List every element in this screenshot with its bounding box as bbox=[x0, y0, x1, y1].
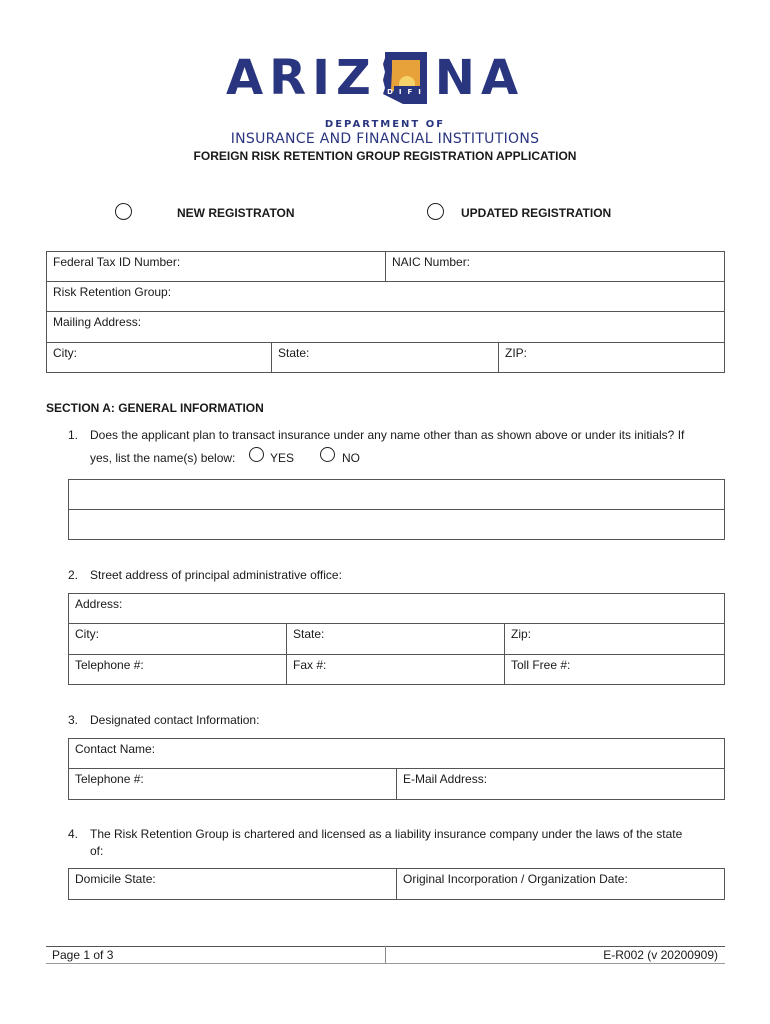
admin-tollfree-field[interactable] bbox=[504, 654, 725, 685]
admin-city-label: City: bbox=[75, 627, 99, 641]
admin-zip-field[interactable] bbox=[504, 623, 725, 655]
admin-state-field[interactable] bbox=[286, 623, 505, 655]
mailing-address-label: Mailing Address: bbox=[53, 315, 142, 329]
incorporation-date-label: Original Incorporation / Organization Date: bbox=[403, 872, 628, 886]
admin-tollfree-label: Toll Free #: bbox=[511, 658, 571, 672]
q2-number: 2. bbox=[68, 568, 79, 582]
form-id: E-R002 (v 20200909) bbox=[603, 948, 718, 962]
naic-number-label: NAIC Number: bbox=[392, 255, 471, 269]
admin-address-label: Address: bbox=[75, 597, 123, 611]
q1-text-line2: yes, list the name(s) below: bbox=[90, 451, 236, 465]
city-label: City: bbox=[53, 346, 77, 360]
risk-retention-group-field[interactable] bbox=[46, 281, 725, 312]
federal-tax-id-label: Federal Tax ID Number: bbox=[53, 255, 181, 269]
q1-yes-label: YES bbox=[270, 451, 295, 465]
zip-label: ZIP: bbox=[505, 346, 528, 360]
other-name-field-2[interactable] bbox=[68, 509, 725, 540]
federal-tax-id-field[interactable] bbox=[46, 251, 386, 282]
arizona-logo bbox=[226, 50, 524, 106]
q1-no-radio[interactable] bbox=[320, 447, 335, 462]
state-field[interactable] bbox=[271, 342, 499, 373]
new-registration-label: NEW REGISTRATON bbox=[177, 206, 295, 220]
q4-text-line1: The Risk Retention Group is chartered and licensed as a liability insurance company under the laws of the state bbox=[90, 827, 683, 841]
q1-text-line1: Does the applicant plan to transact insurance under any name other than as shown above or under its initials? If bbox=[90, 428, 685, 442]
dept-line-2: INSURANCE AND FINANCIAL INSTITUTIONS bbox=[230, 131, 540, 147]
logo-text-right: NA bbox=[434, 50, 525, 106]
page-number: Page 1 of 3 bbox=[52, 948, 114, 962]
q1-number: 1. bbox=[68, 428, 79, 442]
q3-number: 3. bbox=[68, 713, 79, 727]
q1-no-label: NO bbox=[342, 451, 360, 465]
contact-telephone-label: Telephone #: bbox=[75, 772, 144, 786]
state-label: State: bbox=[278, 346, 310, 360]
admin-telephone-label: Telephone #: bbox=[75, 658, 144, 672]
contact-email-field[interactable] bbox=[396, 768, 725, 800]
q4-text-line2: of: bbox=[90, 844, 104, 858]
updated-registration-radio[interactable] bbox=[427, 203, 444, 220]
admin-address-field[interactable] bbox=[68, 593, 725, 624]
updated-registration-label: UPDATED REGISTRATION bbox=[461, 206, 612, 220]
admin-state-label: State: bbox=[293, 627, 325, 641]
footer-separator bbox=[385, 946, 386, 964]
arizona-map-icon bbox=[381, 50, 431, 106]
dept-line-1: DEPARTMENT OF bbox=[324, 119, 446, 130]
city-field[interactable] bbox=[46, 342, 272, 373]
admin-fax-label: Fax #: bbox=[293, 658, 327, 672]
q2-text: Street address of principal administrative office: bbox=[90, 568, 342, 582]
admin-telephone-field[interactable] bbox=[68, 654, 287, 685]
new-registration-radio[interactable] bbox=[115, 203, 132, 220]
other-name-field-1[interactable] bbox=[68, 479, 725, 510]
footer-bottom-line bbox=[46, 963, 725, 964]
domicile-state-label: Domicile State: bbox=[75, 872, 156, 886]
q1-yes-radio[interactable] bbox=[249, 447, 264, 462]
logo-badge-text: DIFI bbox=[386, 88, 427, 96]
form-title: FOREIGN RISK RETENTION GROUP REGISTRATION APPLICATION bbox=[193, 149, 577, 163]
contact-name-field[interactable] bbox=[68, 738, 725, 769]
logo-text-left: ARIZ bbox=[226, 50, 377, 106]
zip-field[interactable] bbox=[498, 342, 725, 373]
q3-text: Designated contact Information: bbox=[90, 713, 260, 727]
incorporation-date-field[interactable] bbox=[396, 868, 725, 900]
admin-city-field[interactable] bbox=[68, 623, 287, 655]
admin-zip-label: Zip: bbox=[511, 627, 532, 641]
naic-number-field[interactable] bbox=[385, 251, 725, 282]
contact-email-label: E-Mail Address: bbox=[403, 772, 488, 786]
q4-number: 4. bbox=[68, 827, 79, 841]
mailing-address-field[interactable] bbox=[46, 311, 725, 343]
domicile-state-field[interactable] bbox=[68, 868, 397, 900]
contact-telephone-field[interactable] bbox=[68, 768, 397, 800]
admin-fax-field[interactable] bbox=[286, 654, 505, 685]
risk-retention-group-label: Risk Retention Group: bbox=[53, 285, 172, 299]
contact-name-label: Contact Name: bbox=[75, 742, 156, 756]
section-a-title: SECTION A: GENERAL INFORMATION bbox=[46, 401, 264, 415]
